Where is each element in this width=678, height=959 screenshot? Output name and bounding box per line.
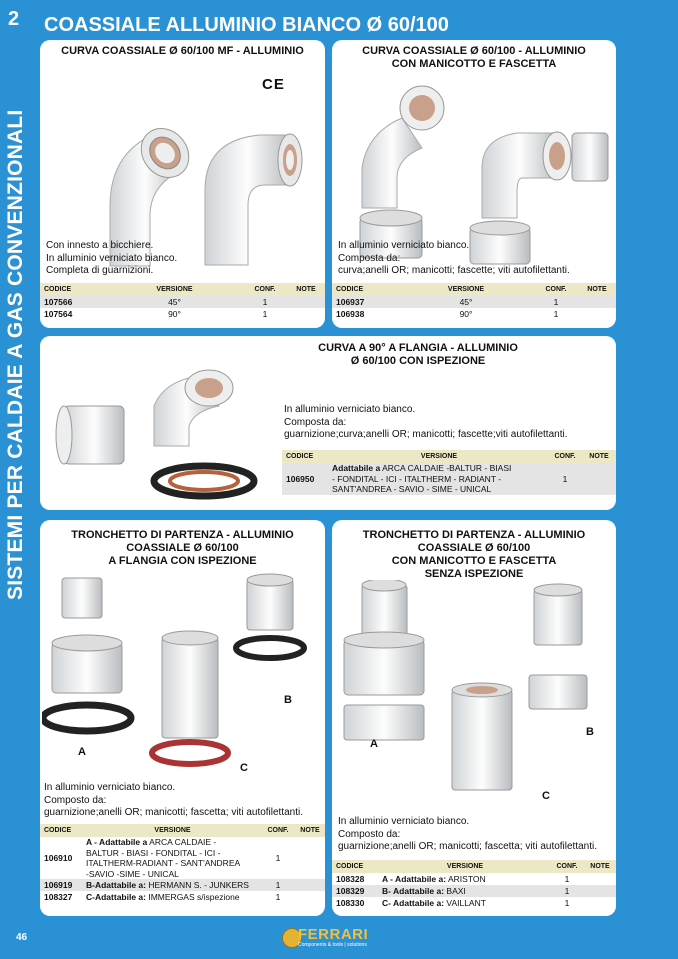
- brand-logo: [282, 926, 396, 950]
- ce-mark: CE: [262, 76, 285, 93]
- page-number: 46: [16, 932, 28, 943]
- table-row: 108327 C-Adattabile a: IMMERGAS s/ispezione 1: [44, 891, 281, 902]
- label-b: B: [586, 726, 594, 738]
- card-description: In alluminio verniciato bianco. Composta da: curva;anelli OR; manicotti; fascette; viti autofilettanti.: [338, 240, 570, 276]
- chapter-number: 2: [8, 8, 20, 30]
- card-curva-coassiale-mf: [40, 40, 325, 328]
- table-row: 107564 90° 1: [44, 309, 268, 319]
- chapter-label: SISTEMI PER CALDAIE A GAS CONVENZIONALI: [4, 109, 27, 600]
- table-row: 106910 A - Adattabile a ARCA CALDAIE - BALTUR - BIASI - FONDITAL - ICI - ITALTHERM-RADIANT - SANT'ANDREA -SAVIO -SIME - UNICAL 1: [44, 837, 281, 879]
- card-title: CURVA COASSIALE Ø 60/100 MF - ALLUMINIO: [61, 45, 304, 57]
- side-strip: [0, 0, 36, 959]
- card-curva-manicotto: [332, 40, 616, 328]
- table-row: 107566 45° 1: [40, 296, 325, 308]
- card-description: In alluminio verniciato bianco. Composto da: guarnizione;anelli OR; manicotti; fascetta; viti autofilettanti.: [338, 816, 598, 852]
- flange-elbow-image: [44, 366, 274, 506]
- card-curva-flangia: [40, 336, 616, 510]
- card-description: Con innesto a bicchiere. In alluminio verniciato bianco. Completa di guarnizioni.: [46, 240, 178, 276]
- logo-name: FERRARI: [298, 926, 369, 943]
- card-title: TRONCHETTO DI PARTENZA - ALLUMINIO COASSIALE Ø 60/100 CON MANICOTTO E FASCETTA SENZA ISPEZIONE: [362, 529, 586, 580]
- spec-table: CODICE VERSIONE CONF. NOTE 107566 45° 1 107564 90° 1: [40, 283, 325, 320]
- label-c: C: [542, 790, 550, 802]
- table-row: 108329 B- Adattabile a: BAXI 1: [332, 885, 616, 897]
- card-description: In alluminio verniciato bianco. Composto da: guarnizione;anelli OR; manicotti; fascetta; viti autofilettanti.: [44, 782, 304, 818]
- label-a: A: [370, 738, 378, 750]
- table-row: 108330 C- Adattabile a: VAILLANT 1: [336, 897, 570, 908]
- table-row: 106938 90° 1: [336, 309, 559, 319]
- logo-subtitle: Components & tools | solutions: [298, 942, 367, 948]
- table-row: 108328 A - Adattabile a: ARISTON 1: [336, 873, 570, 884]
- table-row: 106919 B-Adattabile a: HERMANN S. - JUNKERS 1: [40, 879, 325, 891]
- spec-table: CODICE VERSIONE CONF. NOTE 106910 A - Adattabile a ARCA CALDAIE - BALTUR - BIASI - FONDITAL - ICI - ITALTHERM-RADIANT - SANT'ANDREA -SAVIO -SIME - UNICAL 1 106919 B-Adattabile a: HERMANN S. - JUNKERS 1 108327 C-Adattabile a: IMMERGAS s/ispezione 1: [40, 824, 325, 903]
- elbow-90-image: [190, 110, 320, 270]
- table-row: 106950 Adattabile a ARCA CALDAIE -BALTUR - BIASI - FONDITAL - ICI - ITALTHERM - RADIANT - SANT'ANDREA - SAVIO - SIME - UNICAL 1: [282, 463, 616, 495]
- card-tronchetto-manicotto: [332, 520, 616, 916]
- card-title: CURVA COASSIALE Ø 60/100 - ALLUMINIO CON MANICOTTO E FASCETTA: [362, 45, 586, 70]
- card-title: TRONCHETTO DI PARTENZA - ALLUMINIO COASSIALE Ø 60/100 A FLANGIA CON ISPEZIONE: [71, 529, 294, 567]
- table-row: 106937 45° 1: [332, 296, 616, 308]
- card-tronchetto-flangia: [40, 520, 325, 916]
- spec-table: CODICE VERSIONE CONF. NOTE 106937 45° 1 106938 90° 1: [332, 283, 616, 320]
- page-title: COASSIALE ALLUMINIO BIANCO Ø 60/100: [44, 14, 449, 36]
- card-description: In alluminio verniciato bianco. Composta da: guarnizione;curva;anelli OR; manicotti; fascette;viti autofilettanti.: [284, 404, 568, 440]
- label-c: C: [240, 762, 248, 774]
- spec-table: CODICE VERSIONE CONF. NOTE 106950 Adattabile a ARCA CALDAIE -BALTUR - BIASI - FONDITAL - ICI - ITALTHERM - RADIANT - SANT'ANDREA - SAVIO - SIME - UNICAL 1: [282, 450, 616, 495]
- starter-sleeve-image: [334, 580, 614, 810]
- label-b: B: [284, 694, 292, 706]
- card-title: CURVA A 90° A FLANGIA - ALLUMINIO Ø 60/100 CON ISPEZIONE: [318, 342, 518, 367]
- label-a: A: [78, 746, 86, 758]
- spec-table: CODICE VERSIONE CONF. NOTE 108328 A - Adattabile a: ARISTON 1 108329 B- Adattabile a: BAXI 1 108330 C- Adattabile a: VAILLANT 1: [332, 860, 616, 909]
